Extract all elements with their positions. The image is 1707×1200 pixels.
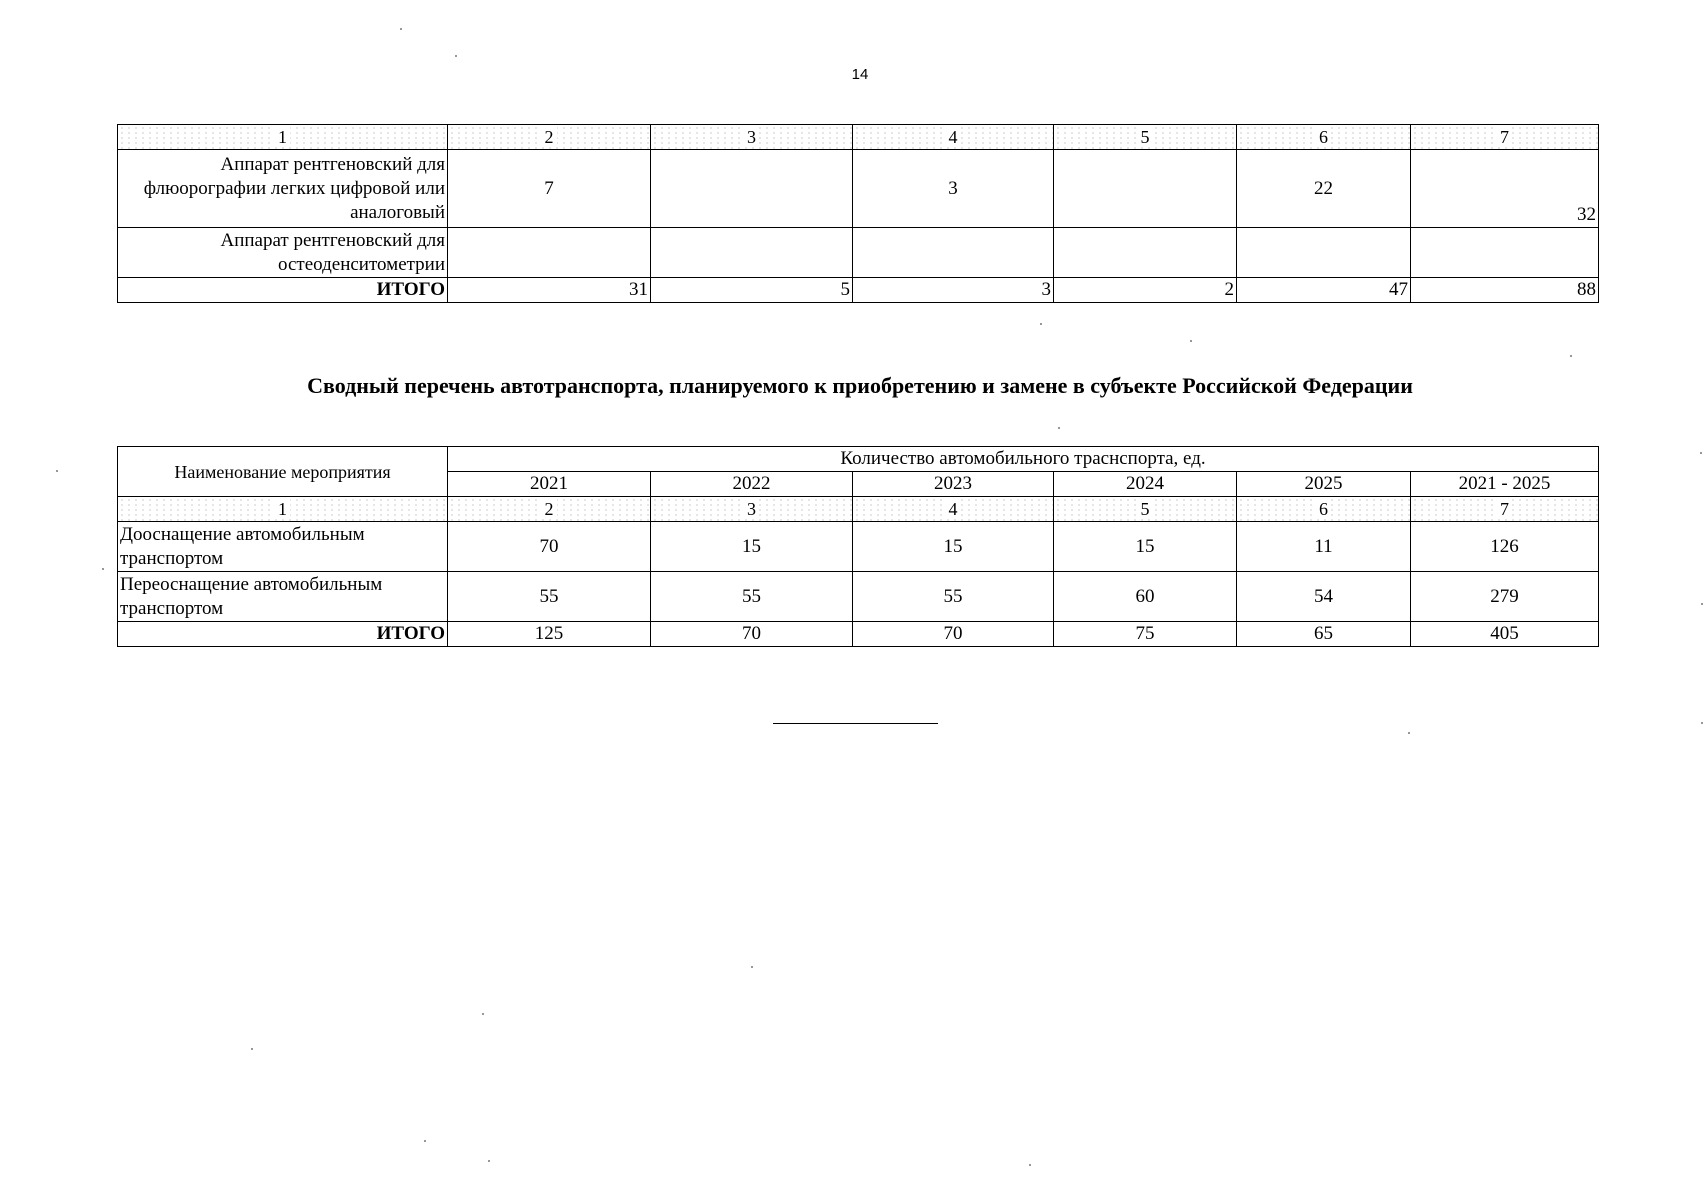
scan-speck xyxy=(102,568,104,570)
value-cell xyxy=(1054,228,1237,278)
scan-speck xyxy=(1190,340,1192,342)
value-cell: 70 xyxy=(448,522,651,572)
index-cell: 3 xyxy=(651,125,853,150)
value-cell: 32 xyxy=(1411,150,1599,228)
vehicles-table xyxy=(117,446,1599,647)
scan-speck xyxy=(488,1160,490,1162)
scan-speck xyxy=(1570,355,1572,357)
row-name: Аппарат рентгеновский для флюорографии легких цифровой или аналоговый xyxy=(118,150,448,228)
scan-speck xyxy=(1701,722,1703,724)
value-cell: 7 xyxy=(448,150,651,228)
index-cell: 2 xyxy=(448,125,651,150)
index-cell: 7 xyxy=(1411,497,1599,522)
scan-speck xyxy=(1408,732,1410,734)
index-cell: 5 xyxy=(1054,497,1237,522)
column-index-row xyxy=(118,125,1599,150)
value-cell xyxy=(1054,150,1237,228)
header-group: Количество автомобильного траснспорта, ед. xyxy=(448,447,1599,472)
total-value: 31 xyxy=(448,278,651,303)
value-cell: 126 xyxy=(1411,522,1599,572)
total-value: 70 xyxy=(853,622,1054,647)
index-cell: 6 xyxy=(1237,125,1411,150)
value-cell: 11 xyxy=(1237,522,1411,572)
value-cell: 55 xyxy=(853,572,1054,622)
index-cell: 6 xyxy=(1237,497,1411,522)
header-name: Наименование мероприятия xyxy=(118,447,448,497)
total-value: 65 xyxy=(1237,622,1411,647)
value-cell xyxy=(651,150,853,228)
scan-speck xyxy=(251,1048,253,1050)
table-row xyxy=(118,522,1599,572)
row-name: Аппарат рентгеновский для остеоденситометрии xyxy=(118,228,448,278)
total-label: ИТОГО xyxy=(118,278,448,303)
separator-line xyxy=(773,723,938,724)
column-index-row xyxy=(118,497,1599,522)
total-value: 88 xyxy=(1411,278,1599,303)
total-label: ИТОГО xyxy=(118,622,448,647)
total-value: 405 xyxy=(1411,622,1599,647)
total-value: 125 xyxy=(448,622,651,647)
value-cell: 15 xyxy=(1054,522,1237,572)
value-cell: 22 xyxy=(1237,150,1411,228)
index-cell: 7 xyxy=(1411,125,1599,150)
page-number: 14 xyxy=(851,66,869,83)
total-value: 3 xyxy=(853,278,1054,303)
year-header: 2025 xyxy=(1237,472,1411,497)
index-cell: 2 xyxy=(448,497,651,522)
index-cell: 3 xyxy=(651,497,853,522)
value-cell: 15 xyxy=(853,522,1054,572)
value-cell xyxy=(853,228,1054,278)
value-cell: 60 xyxy=(1054,572,1237,622)
section-title: Сводный перечень автотранспорта, планируемого к приобретению и замене в субъекте Российской Федерации xyxy=(307,373,1413,398)
table-row xyxy=(118,572,1599,622)
total-value: 5 xyxy=(651,278,853,303)
scan-speck xyxy=(1700,452,1702,454)
scan-speck xyxy=(1040,323,1042,325)
year-header: 2023 xyxy=(853,472,1054,497)
index-cell: 5 xyxy=(1054,125,1237,150)
total-row xyxy=(118,622,1599,647)
scan-speck xyxy=(1029,1164,1031,1166)
total-value: 47 xyxy=(1237,278,1411,303)
scan-speck xyxy=(424,1140,426,1142)
value-cell: 55 xyxy=(651,572,853,622)
value-cell: 55 xyxy=(448,572,651,622)
year-header: 2021 xyxy=(448,472,651,497)
value-cell: 54 xyxy=(1237,572,1411,622)
value-cell xyxy=(1411,228,1599,278)
total-value: 2 xyxy=(1054,278,1237,303)
row-name: Переоснащение автомобильным транспортом xyxy=(118,572,448,622)
value-cell xyxy=(1237,228,1411,278)
value-cell: 279 xyxy=(1411,572,1599,622)
scan-speck xyxy=(1058,427,1060,429)
scan-speck xyxy=(455,55,457,57)
table-row xyxy=(118,150,1599,228)
scan-speck xyxy=(751,966,753,968)
equipment-table xyxy=(117,124,1599,303)
scan-speck xyxy=(56,470,58,472)
value-cell xyxy=(448,228,651,278)
scan-speck xyxy=(482,1013,484,1015)
index-cell: 4 xyxy=(853,497,1054,522)
total-value: 75 xyxy=(1054,622,1237,647)
table-row xyxy=(118,228,1599,278)
row-name: Дооснащение автомобильным транспортом xyxy=(118,522,448,572)
year-header: 2024 xyxy=(1054,472,1237,497)
year-header: 2021 - 2025 xyxy=(1411,472,1599,497)
scan-speck xyxy=(400,28,402,30)
value-cell: 15 xyxy=(651,522,853,572)
total-row xyxy=(118,278,1599,303)
year-header: 2022 xyxy=(651,472,853,497)
scan-speck xyxy=(1701,603,1703,605)
total-value: 70 xyxy=(651,622,853,647)
value-cell xyxy=(651,228,853,278)
index-cell: 4 xyxy=(853,125,1054,150)
value-cell: 3 xyxy=(853,150,1054,228)
header-row xyxy=(118,447,1599,472)
index-cell: 1 xyxy=(118,125,448,150)
index-cell: 1 xyxy=(118,497,448,522)
